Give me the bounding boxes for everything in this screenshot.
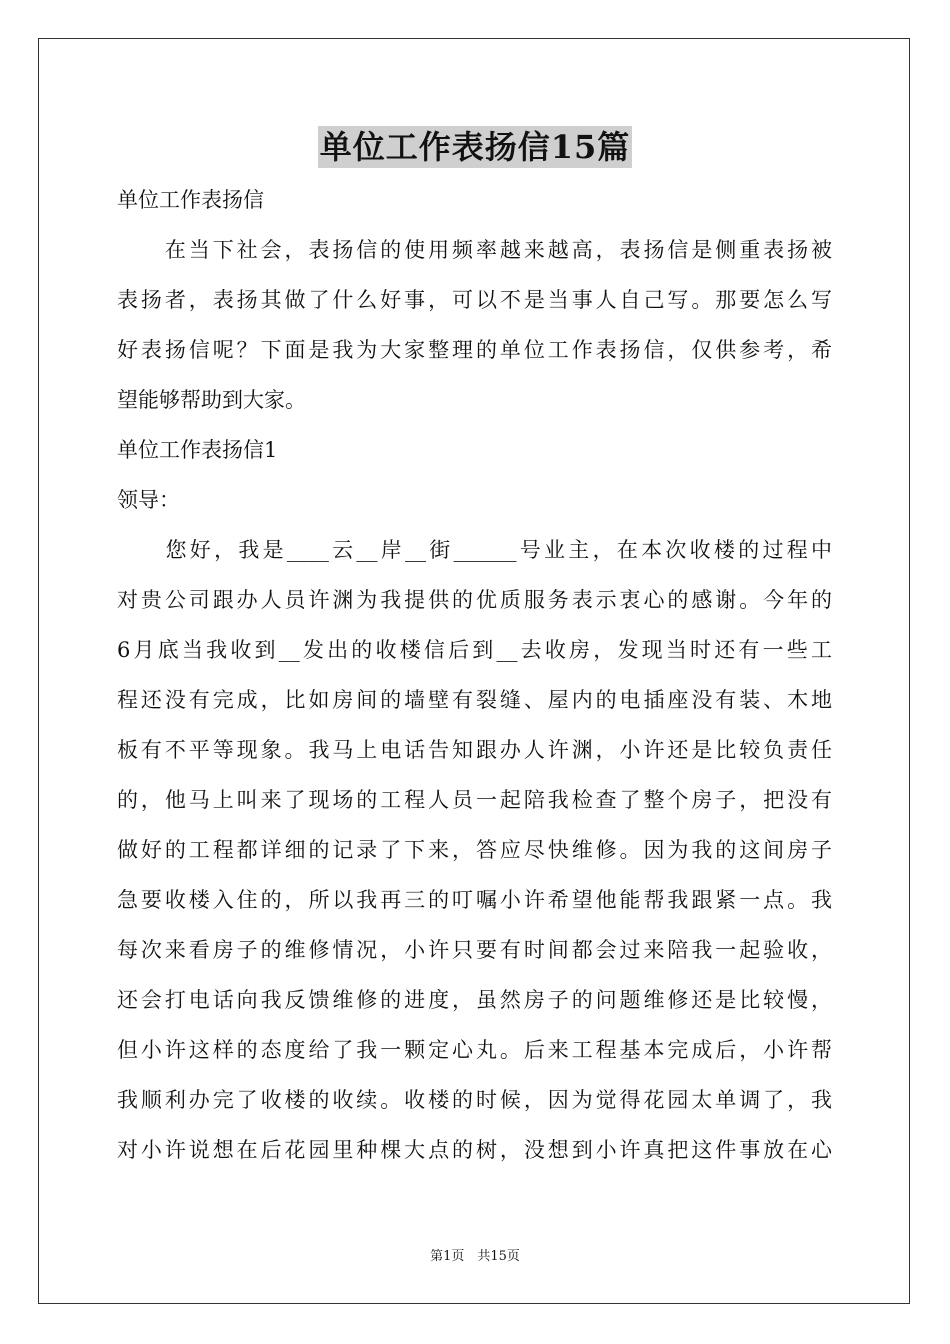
document-subtitle: 单位工作表扬信 xyxy=(117,188,264,212)
paragraph-line: 还会打电话向我反馈维修的进度，虽然房子的问题维修还是比较慢， xyxy=(117,988,832,1012)
salutation: 领导： xyxy=(117,488,180,512)
paragraph-line: 我顺利办完了收楼的收续。收楼的时候，因为觉得花园太单调了，我 xyxy=(117,1088,832,1112)
paragraph-line: 程还没有完成，比如房间的墙壁有裂缝、屋内的电插座没有装、木地 xyxy=(117,688,832,712)
paragraph-line: 好表扬信呢？下面是我为大家整理的单位工作表扬信，仅供参考，希 xyxy=(117,338,832,362)
page-border xyxy=(38,38,910,1304)
page-footer: 第1页 共15页 xyxy=(430,1249,520,1264)
paragraph-line: 望能够帮助到大家。 xyxy=(117,388,306,412)
document-title: 单位工作表扬信15篇 xyxy=(319,128,631,166)
paragraph-line: 表扬者，表扬其做了什么好事，可以不是当事人自己写。那要怎么写 xyxy=(117,288,832,312)
paragraph-line: 做好的工程都详细的记录了下来，答应尽快维修。因为我的这间房子 xyxy=(117,838,832,862)
paragraph-line: 在当下社会，表扬信的使用频率越来越高，表扬信是侧重表扬被 xyxy=(117,238,832,262)
paragraph-line: 的，他马上叫来了现场的工程人员一起陪我检查了整个房子，把没有 xyxy=(117,788,832,812)
paragraph-line: 对小许说想在后花园里种棵大点的树，没想到小许真把这件事放在心 xyxy=(117,1138,832,1162)
paragraph-line: 对贵公司跟办人员许渊为我提供的优质服务表示衷心的感谢。今年的 xyxy=(117,588,832,612)
paragraph-line: 6月底当我收到__发出的收楼信后到__去收房，发现当时还有一些工 xyxy=(117,638,832,662)
paragraph-line: 您好，我是____云__岸__街______号业主，在本次收楼的过程中 xyxy=(117,538,832,562)
paragraph-line: 每次来看房子的维修情况，小许只要有时间都会过来陪我一起验收， xyxy=(117,938,832,962)
section-heading: 单位工作表扬信1 xyxy=(117,438,278,462)
title-container xyxy=(0,126,950,168)
paragraph-line: 板有不平等现象。我马上电话告知跟办人许渊，小许还是比较负责任 xyxy=(117,738,832,762)
paragraph-line: 但小许这样的态度给了我一颗定心丸。后来工程基本完成后，小许帮 xyxy=(117,1038,832,1062)
paragraph-line: 急要收楼入住的，所以我再三的叮嘱小许希望他能帮我跟紧一点。我 xyxy=(117,888,832,912)
